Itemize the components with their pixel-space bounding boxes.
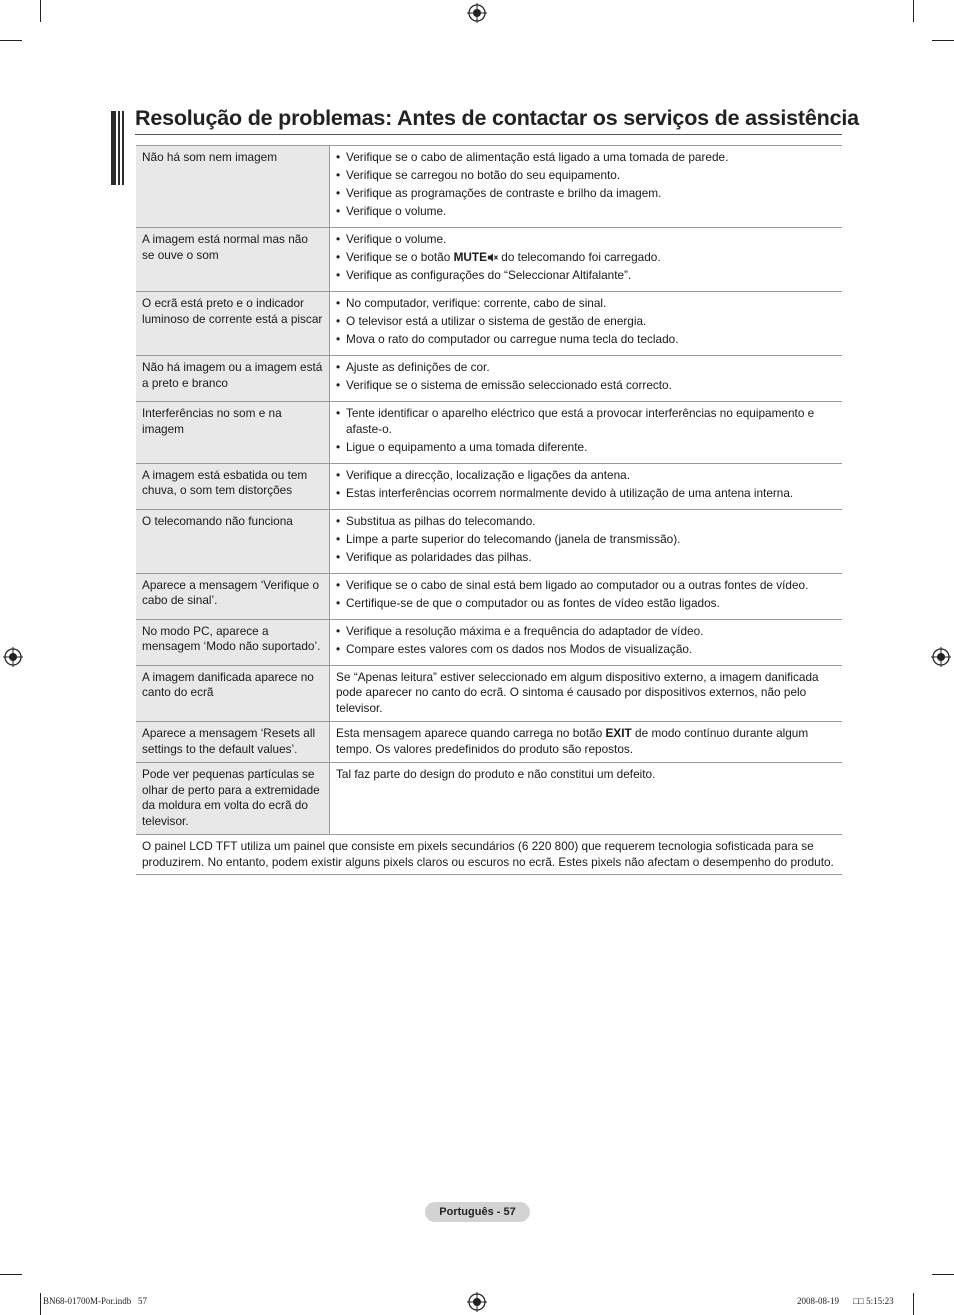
solution-text: Verifique se o botão bbox=[346, 250, 454, 264]
footer-time: □□ 5:15:23 bbox=[853, 1296, 894, 1306]
solution-item: • Verifique se o cabo de sinal está bem ligado ao computador ou a outras fontes de vídeo. bbox=[336, 578, 836, 594]
solution-item: • Certifique-se de que o computador ou as fontes de vídeo estão ligados. bbox=[336, 596, 836, 612]
problem-cell: Aparece a mensagem ‘Verifique o cabo de sinal’. bbox=[136, 573, 330, 619]
solution-cell bbox=[330, 228, 843, 292]
table-row bbox=[136, 402, 842, 464]
table-row bbox=[136, 356, 842, 402]
crop-mark bbox=[913, 1293, 914, 1315]
page-number-badge: Português - 57 bbox=[425, 1202, 530, 1222]
solution-item: • Substitua as pilhas do telecomando. bbox=[336, 514, 836, 530]
table-row bbox=[136, 665, 842, 722]
table-row bbox=[136, 292, 842, 356]
table-row bbox=[136, 763, 842, 835]
solution-cell bbox=[330, 573, 843, 619]
solution-text: do telecomando foi carregado. bbox=[497, 250, 661, 264]
note-row bbox=[136, 835, 842, 875]
registration-mark-icon bbox=[3, 647, 23, 667]
crop-mark bbox=[913, 0, 914, 22]
table-row bbox=[136, 463, 842, 509]
solution-cell bbox=[330, 463, 843, 509]
table-row bbox=[136, 228, 842, 292]
solution-list bbox=[336, 296, 836, 348]
solution-cell bbox=[330, 402, 843, 464]
solution-list bbox=[336, 360, 836, 394]
solution-item: • Verifique se o sistema de emissão seleccionado está correcto. bbox=[336, 378, 836, 394]
crop-mark bbox=[932, 1274, 954, 1275]
solution-cell: Tal faz parte do design do produto e não constitui um defeito. bbox=[330, 763, 843, 835]
solution-item: • Verifique se o cabo de alimentação está ligado a uma tomada de parede. bbox=[336, 150, 836, 166]
solution-list bbox=[336, 150, 836, 220]
solution-text: Esta mensagem aparece quando carrega no botão bbox=[336, 726, 606, 740]
solution-list bbox=[336, 624, 836, 658]
solution-list bbox=[336, 468, 836, 502]
solution-item: • Ajuste as definições de cor. bbox=[336, 360, 836, 376]
problem-cell: Aparece a mensagem ‘Resets all settings to the default values’. bbox=[136, 722, 330, 763]
problem-cell: Pode ver pequenas partículas se olhar de perto para a extremidade da moldura em volta do ecrã do televisor. bbox=[136, 763, 330, 835]
problem-cell: O ecrã está preto e o indicador luminoso de corrente está a piscar bbox=[136, 292, 330, 356]
solution-item: • Limpe a parte superior do telecomando (janela de transmissão). bbox=[336, 532, 836, 548]
mute-icon bbox=[487, 252, 498, 263]
footer-file-label: BN68-01700M-Por.indb 57 bbox=[43, 1296, 148, 1306]
solution-cell bbox=[330, 619, 843, 665]
section-marker bbox=[111, 111, 124, 185]
solution-item: • O televisor está a utilizar o sistema de gestão de energia. bbox=[336, 314, 836, 330]
registration-mark-icon bbox=[467, 1292, 487, 1312]
solution-item: • Verifique as polaridades das pilhas. bbox=[336, 550, 836, 566]
solution-item: • Tente identificar o aparelho eléctrico que está a provocar interferências no equipamento e afaste-o. bbox=[336, 406, 836, 437]
registration-mark-icon bbox=[467, 3, 487, 23]
problem-cell: No modo PC, aparece a mensagem ‘Modo não suportado’. bbox=[136, 619, 330, 665]
solution-list bbox=[336, 578, 836, 612]
table-row bbox=[136, 722, 842, 763]
solution-item: • Verifique o volume. bbox=[336, 204, 836, 220]
solution-cell: Se “Apenas leitura” estiver seleccionado em algum dispositivo externo, a imagem danificada pode aparecer no canto do ecrã. O sintoma é causado por dispositivos externos, não pelo televisor. bbox=[330, 665, 843, 722]
solution-item: • Verifique se carregou no botão do seu equipamento. bbox=[336, 168, 836, 184]
mute-button-label: MUTE bbox=[453, 250, 487, 264]
table-row bbox=[136, 146, 842, 228]
problem-cell: Interferências no som e na imagem bbox=[136, 402, 330, 464]
problem-cell: O telecomando não funciona bbox=[136, 509, 330, 573]
problem-cell: Não há imagem ou a imagem está a preto e branco bbox=[136, 356, 330, 402]
solution-item: • Ligue o equipamento a uma tomada diferente. bbox=[336, 440, 836, 456]
solution-item: • Mova o rato do computador ou carregue numa tecla do teclado. bbox=[336, 332, 836, 348]
solution-item: • No computador, verifique: corrente, cabo de sinal. bbox=[336, 296, 836, 312]
solution-item: • Verifique as programações de contraste e brilho da imagem. bbox=[336, 186, 836, 202]
table-row bbox=[136, 573, 842, 619]
solution-item: • Verifique o volume. bbox=[336, 232, 836, 248]
table-row bbox=[136, 619, 842, 665]
table-row bbox=[136, 509, 842, 573]
troubleshooting-table bbox=[136, 145, 842, 875]
solution-cell bbox=[330, 722, 843, 763]
page-title: Resolução de problemas: Antes de contactar os serviços de assistência bbox=[135, 106, 859, 130]
exit-button-label: EXIT bbox=[605, 726, 632, 740]
crop-mark bbox=[0, 40, 22, 41]
problem-cell: A imagem está normal mas não se ouve o som bbox=[136, 228, 330, 292]
solution-item bbox=[336, 250, 836, 266]
problem-cell: A imagem danificada aparece no canto do ecrã bbox=[136, 665, 330, 722]
solution-item: • Estas interferências ocorrem normalmente devido à utilização de uma antena interna. bbox=[336, 486, 836, 502]
solution-list bbox=[336, 232, 836, 284]
crop-mark bbox=[40, 1293, 41, 1315]
registration-mark-icon bbox=[931, 647, 951, 667]
problem-cell: Não há som nem imagem bbox=[136, 146, 330, 228]
title-divider bbox=[135, 134, 842, 135]
solution-list bbox=[336, 406, 836, 455]
solution-text: de modo contínuo durante algum tempo. Os valores predefinidos do produto são repostos. bbox=[336, 726, 809, 756]
solution-cell bbox=[330, 356, 843, 402]
solution-cell bbox=[330, 146, 843, 228]
solution-item: • Verifique as configurações do “Seleccionar Altifalante”. bbox=[336, 268, 836, 284]
solution-list bbox=[336, 514, 836, 566]
crop-mark bbox=[0, 1274, 22, 1275]
solution-cell bbox=[330, 509, 843, 573]
solution-item: • Verifique a direcção, localização e ligações da antena. bbox=[336, 468, 836, 484]
crop-mark bbox=[40, 0, 41, 22]
problem-cell: A imagem está esbatida ou tem chuva, o som tem distorções bbox=[136, 463, 330, 509]
solution-cell bbox=[330, 292, 843, 356]
solution-item: • Verifique a resolução máxima e a frequência do adaptador de vídeo. bbox=[336, 624, 836, 640]
crop-mark bbox=[932, 40, 954, 41]
solution-item: • Compare estes valores com os dados nos Modos de visualização. bbox=[336, 642, 836, 658]
footer-date: 2008-08-19 bbox=[797, 1296, 839, 1306]
lcd-pixel-note: O painel LCD TFT utiliza um painel que consiste em pixels secundários (6 220 800) que requerem tecnologia sofisticada para se produzirem. No entanto, podem existir alguns pixels claros ou escuros no ecrã. Estes pixels não afectam o desempenho do produto. bbox=[136, 835, 842, 875]
